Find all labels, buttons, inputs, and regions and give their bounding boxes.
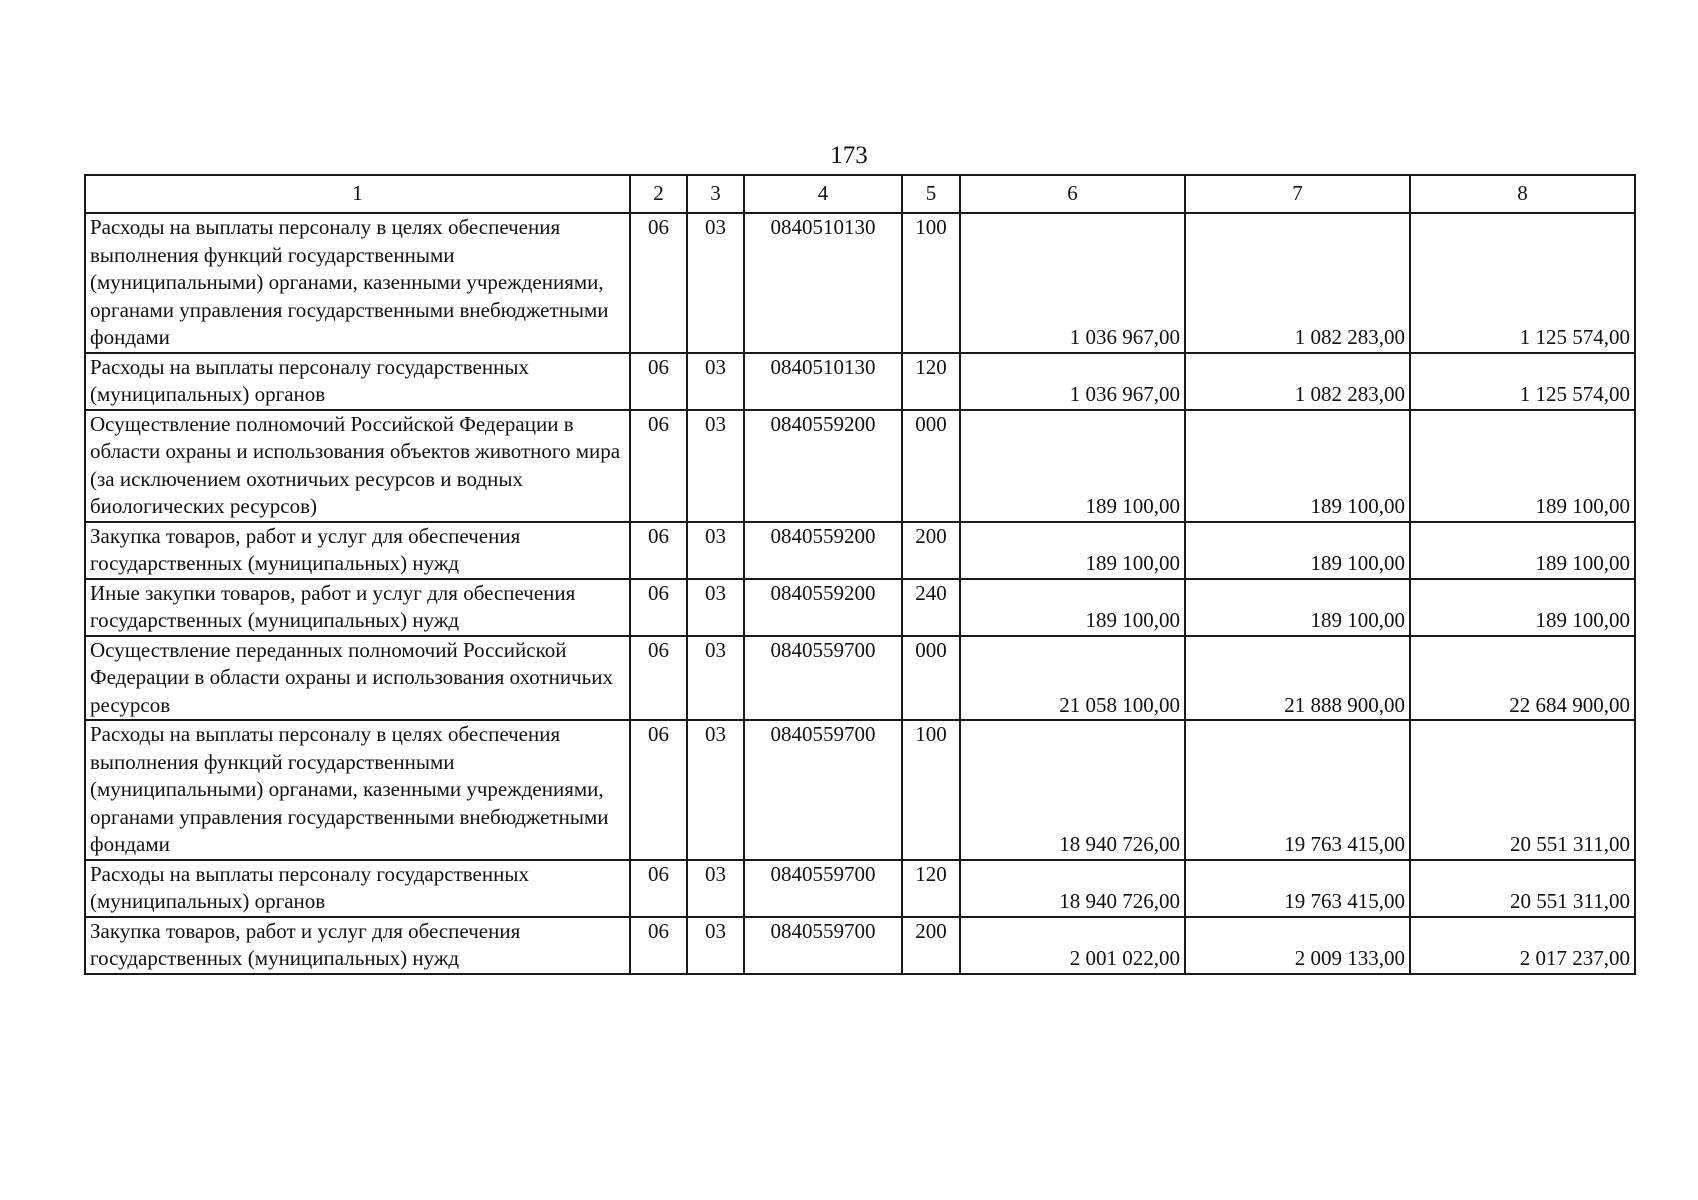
expense-type-code-cell: 120 (902, 860, 960, 917)
amount-column-7-cell: 189 100,00 (1185, 522, 1410, 579)
budget-table (84, 174, 1636, 975)
amount-column-8-cell: 189 100,00 (1410, 522, 1635, 579)
expense-description-cell: Расходы на выплаты персоналу государственных (муниципальных) органов (85, 353, 630, 410)
subsection-code-cell: 03 (687, 410, 744, 522)
expense-description-cell: Расходы на выплаты персоналу государственных (муниципальных) органов (85, 860, 630, 917)
target-article-code-cell: 0840559700 (744, 720, 902, 860)
amount-column-7-cell: 2 009 133,00 (1185, 917, 1410, 974)
target-article-code-cell: 0840510130 (744, 353, 902, 410)
expense-description-cell: Осуществление переданных полномочий Российской Федерации в области охраны и использования охотничьих ресурсов (85, 636, 630, 721)
table-row (85, 860, 1635, 917)
section-code-cell: 06 (630, 579, 687, 636)
amount-column-6-cell: 21 058 100,00 (960, 636, 1185, 721)
amount-column-6-cell: 1 036 967,00 (960, 353, 1185, 410)
amount-column-7-cell: 19 763 415,00 (1185, 860, 1410, 917)
amount-column-8-cell: 1 125 574,00 (1410, 213, 1635, 353)
amount-column-6-cell: 18 940 726,00 (960, 860, 1185, 917)
expense-type-code-cell: 200 (902, 522, 960, 579)
column-header: 5 (902, 175, 960, 213)
expense-description-cell: Осуществление полномочий Российской Федерации в области охраны и использования объектов животного мира (за исключением охотничьих ресурсов и водных биологических ресурсов) (85, 410, 630, 522)
subsection-code-cell: 03 (687, 860, 744, 917)
subsection-code-cell: 03 (687, 522, 744, 579)
column-number-header-row (85, 175, 1635, 213)
expense-type-code-cell: 000 (902, 636, 960, 721)
column-header: 7 (1185, 175, 1410, 213)
table-row (85, 213, 1635, 353)
amount-column-7-cell: 1 082 283,00 (1185, 353, 1410, 410)
target-article-code-cell: 0840559700 (744, 636, 902, 721)
table-row (85, 579, 1635, 636)
amount-column-8-cell: 189 100,00 (1410, 579, 1635, 636)
target-article-code-cell: 0840559200 (744, 522, 902, 579)
expense-type-code-cell: 240 (902, 579, 960, 636)
amount-column-6-cell: 2 001 022,00 (960, 917, 1185, 974)
target-article-code-cell: 0840559700 (744, 917, 902, 974)
subsection-code-cell: 03 (687, 353, 744, 410)
column-header: 3 (687, 175, 744, 213)
section-code-cell: 06 (630, 720, 687, 860)
amount-column-7-cell: 1 082 283,00 (1185, 213, 1410, 353)
table-row (85, 917, 1635, 974)
amount-column-7-cell: 189 100,00 (1185, 579, 1410, 636)
expense-description-cell: Закупка товаров, работ и услуг для обеспечения государственных (муниципальных) нужд (85, 917, 630, 974)
expense-description-cell: Иные закупки товаров, работ и услуг для обеспечения государственных (муниципальных) нужд (85, 579, 630, 636)
subsection-code-cell: 03 (687, 720, 744, 860)
column-header: 4 (744, 175, 902, 213)
amount-column-8-cell: 189 100,00 (1410, 410, 1635, 522)
amount-column-8-cell: 20 551 311,00 (1410, 860, 1635, 917)
amount-column-6-cell: 189 100,00 (960, 410, 1185, 522)
amount-column-7-cell: 21 888 900,00 (1185, 636, 1410, 721)
amount-column-8-cell: 1 125 574,00 (1410, 353, 1635, 410)
section-code-cell: 06 (630, 917, 687, 974)
amount-column-8-cell: 20 551 311,00 (1410, 720, 1635, 860)
section-code-cell: 06 (630, 353, 687, 410)
column-header: 8 (1410, 175, 1635, 213)
table-row (85, 410, 1635, 522)
column-header: 6 (960, 175, 1185, 213)
amount-column-8-cell: 2 017 237,00 (1410, 917, 1635, 974)
amount-column-6-cell: 1 036 967,00 (960, 213, 1185, 353)
expense-type-code-cell: 120 (902, 353, 960, 410)
section-code-cell: 06 (630, 522, 687, 579)
expense-type-code-cell: 000 (902, 410, 960, 522)
expense-description-cell: Расходы на выплаты персоналу в целях обеспечения выполнения функций государственными (муниципальными) органами, казенными учреждениями, органами управления государственными внебюджетными фондами (85, 720, 630, 860)
table-row (85, 636, 1635, 721)
expense-type-code-cell: 100 (902, 720, 960, 860)
target-article-code-cell: 0840559200 (744, 410, 902, 522)
column-header: 1 (85, 175, 630, 213)
subsection-code-cell: 03 (687, 579, 744, 636)
page-number: 173 (830, 142, 868, 169)
target-article-code-cell: 0840559700 (744, 860, 902, 917)
subsection-code-cell: 03 (687, 636, 744, 721)
amount-column-7-cell: 19 763 415,00 (1185, 720, 1410, 860)
amount-column-6-cell: 189 100,00 (960, 522, 1185, 579)
expense-type-code-cell: 200 (902, 917, 960, 974)
expense-type-code-cell: 100 (902, 213, 960, 353)
section-code-cell: 06 (630, 636, 687, 721)
amount-column-6-cell: 18 940 726,00 (960, 720, 1185, 860)
table-row (85, 720, 1635, 860)
table-row (85, 353, 1635, 410)
amount-column-7-cell: 189 100,00 (1185, 410, 1410, 522)
table-row (85, 522, 1635, 579)
amount-column-8-cell: 22 684 900,00 (1410, 636, 1635, 721)
section-code-cell: 06 (630, 860, 687, 917)
expense-description-cell: Расходы на выплаты персоналу в целях обеспечения выполнения функций государственными (муниципальными) органами, казенными учреждениями, органами управления государственными внебюджетными фондами (85, 213, 630, 353)
target-article-code-cell: 0840510130 (744, 213, 902, 353)
section-code-cell: 06 (630, 213, 687, 353)
column-header: 2 (630, 175, 687, 213)
expense-description-cell: Закупка товаров, работ и услуг для обеспечения государственных (муниципальных) нужд (85, 522, 630, 579)
amount-column-6-cell: 189 100,00 (960, 579, 1185, 636)
target-article-code-cell: 0840559200 (744, 579, 902, 636)
subsection-code-cell: 03 (687, 213, 744, 353)
subsection-code-cell: 03 (687, 917, 744, 974)
section-code-cell: 06 (630, 410, 687, 522)
